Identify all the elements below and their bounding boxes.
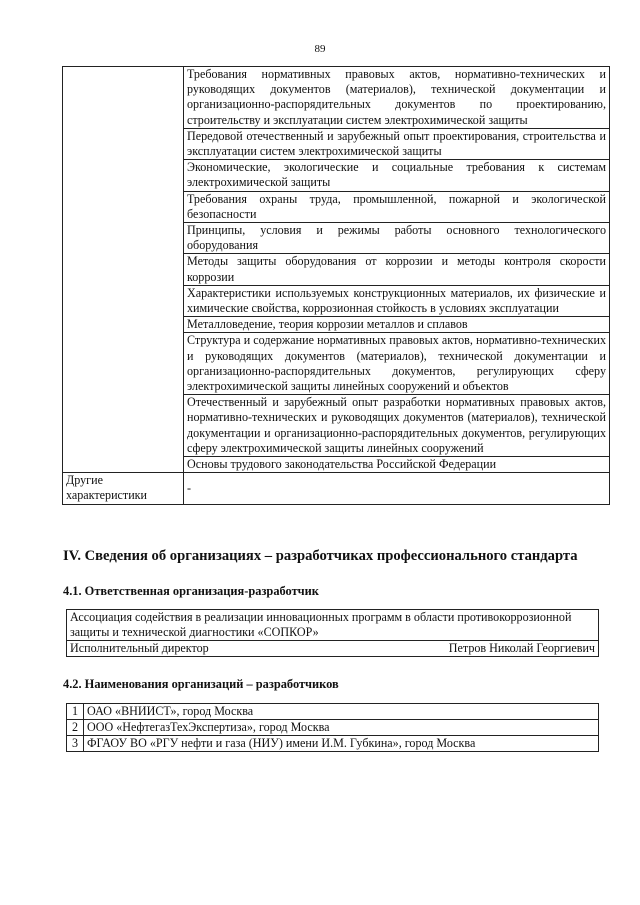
other-characteristics-value: - (184, 473, 610, 505)
table-row: Требования охраны труда, промышленной, пожарной и экологической безопасности (184, 191, 610, 222)
table-row: Принципы, условия и режимы работы основного технологического оборудования (184, 223, 610, 254)
table-row: Металловедение, теория коррозии металлов и сплавов (184, 317, 610, 333)
signatory-row (67, 641, 599, 657)
other-characteristics-label (63, 473, 184, 505)
table-row (67, 704, 599, 720)
signatory-name: Петров Николай Георгиевич (448, 641, 595, 655)
other-characteristics-text: Другие характеристики (66, 473, 148, 503)
developer-number: 3 (67, 736, 84, 752)
section-title: IV. Сведения об организациях – разработчиках профессионального стандарта (63, 548, 578, 564)
subsection-title-responsible: 4.1. Ответственная организация-разработчик (63, 584, 319, 598)
signatory-position: Исполнительный директор (70, 641, 209, 655)
table-row: Структура и содержание нормативных правовых актов, нормативно-технических и руководящих документов (материалов), технической документации и организационно-распорядительных документов, регулирующих сферу электрохимической защиты линейных сооружений и объектов (184, 333, 610, 395)
table-row (67, 736, 599, 752)
knowledge-requirements-table (62, 66, 610, 505)
table-left-cell-empty (63, 67, 184, 473)
organization-name: Ассоциация содействия в реализации инновационных программ в области противокоррозионной защиты и технической диагностики «СОПКОР» (67, 610, 599, 641)
developer-name: ООО «НефтегазТехЭкспертиза», город Москва (84, 720, 599, 736)
table-row: Отечественный и зарубежный опыт разработки нормативных правовых актов, нормативно-технических и руководящих документов (материалов), технической документации и организационно-распорядительных документов, регулирующих сферу электрохимической защиты линейных сооружений (184, 395, 610, 457)
table-row: Экономические, экологические и социальные требования к системам электрохимической защиты (184, 160, 610, 191)
table-row: Требования нормативных правовых актов, нормативно-технических и руководящих документов (материалов), технической документации и организационно-распорядительных документов по проектированию, строительству и эксплуатации систем электрохимической защиты (184, 67, 610, 129)
developer-name: ФГАОУ ВО «РГУ нефти и газа (НИУ) имени И.М. Губкина», город Москва (84, 736, 599, 752)
page-number: 89 (314, 43, 326, 55)
table-row (67, 720, 599, 736)
table-row: Характеристики используемых конструкционных материалов, их физические и химические свойства, коррозионная стойкость в условиях эксплуатации (184, 285, 610, 316)
responsible-organization-table (66, 609, 599, 657)
subsection-title-developers: 4.2. Наименования организаций – разработчиков (63, 677, 339, 691)
table-row: Передовой отечественный и зарубежный опыт проектирования, строительства и эксплуатации систем электрохимической защиты (184, 128, 610, 159)
table-row: Основы трудового законодательства Российской Федерации (184, 457, 610, 473)
developer-name: ОАО «ВНИИСТ», город Москва (84, 704, 599, 720)
developer-number: 1 (67, 704, 84, 720)
developers-table (66, 703, 599, 752)
developer-number: 2 (67, 720, 84, 736)
table-row: Методы защиты оборудования от коррозии и методы контроля скорости коррозии (184, 254, 610, 285)
